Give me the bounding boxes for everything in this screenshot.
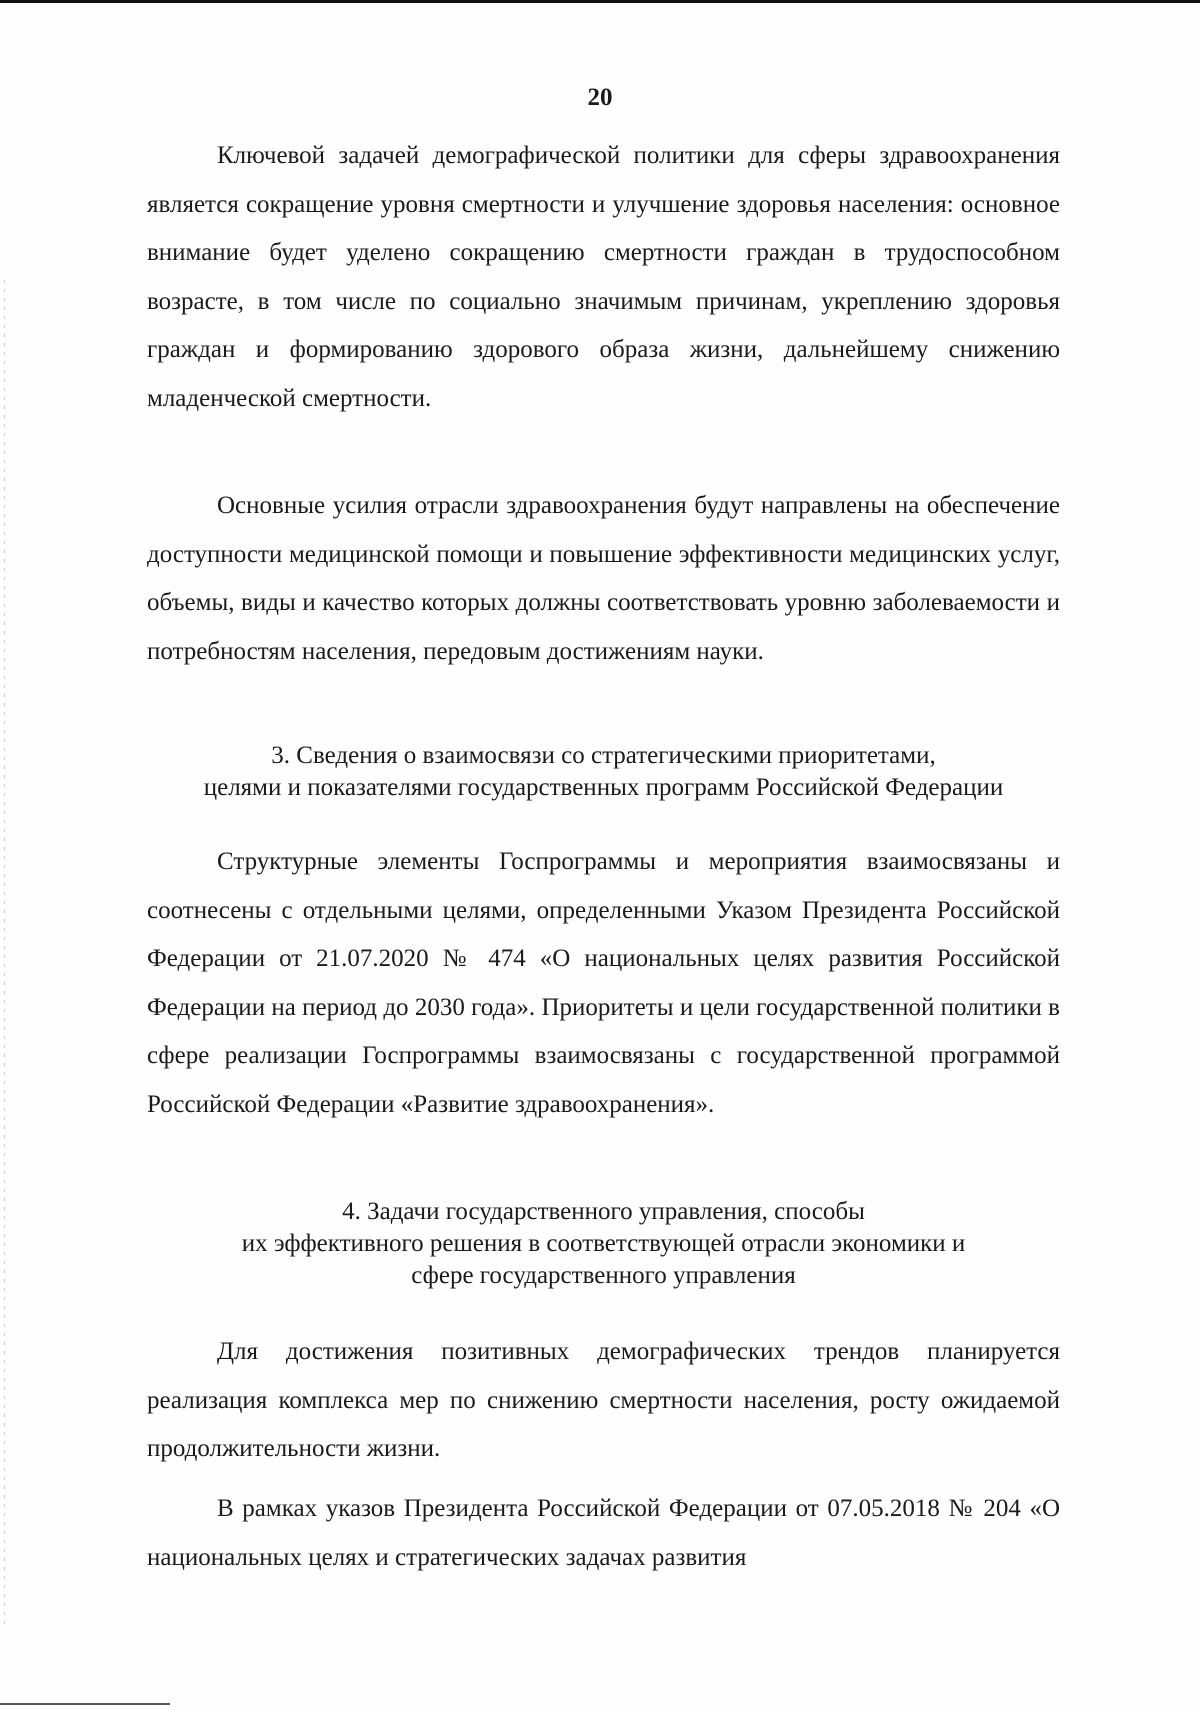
paragraph-healthcare-efforts	[147, 482, 1060, 676]
paragraph-demographic-trends	[147, 1328, 1060, 1474]
heading-line: целями и показателями государственных программ Российской Федерации	[203, 774, 1004, 801]
section-4-heading	[147, 1196, 1060, 1292]
paragraph-presidential-decrees	[147, 1485, 1060, 1582]
page-number: 20	[587, 84, 613, 111]
top-border-line	[0, 0, 1200, 3]
paragraph-demographic-policy	[147, 132, 1060, 423]
paragraph-text: Для достижения позитивных демографических трендов планируется реализация комплекса мер по снижению смертности населения, росту ожидаемой продолжительности жизни.	[147, 1338, 1060, 1462]
paragraph-text: Основные усилия отрасли здравоохранения будут направлены на обеспечение доступности медицинской помощи и повышение эффективности медицинских услуг, объемы, виды и качество которых должны соответствовать уровню заболеваемости и потребностям населения, передовым достижениям науки.	[147, 492, 1060, 665]
heading-line: 4. Задачи государственного управления, способы	[342, 1198, 865, 1225]
section-3-heading	[147, 740, 1060, 804]
paragraph-text: В рамках указов Президента Российской Федерации от 07.05.2018 № 204 «О национальных целях и стратегических задачах развития	[147, 1495, 1060, 1571]
paragraph-structural-elements	[147, 838, 1060, 1129]
paragraph-text: Структурные элементы Госпрограммы и мероприятия взаимосвязаны и соотнесены с отдельными целями, определенными Указом Президента Российской Федерации от 21.07.2020 № 474 «О национальных целях развития Российской Федерации на период до 2030 года». Приоритеты и цели государственной политики в сфере реализации Госпрограммы взаимосвязаны с государственной программой Российской Федерации «Развитие здравоохранения».	[147, 848, 1060, 1118]
heading-line: их эффективного решения в соответствующей отрасли экономики и	[241, 1230, 966, 1257]
scan-left-edge	[4, 280, 5, 1630]
scan-bottom-edge	[0, 1703, 170, 1705]
heading-line: сфере государственного управления	[411, 1262, 796, 1289]
paragraph-text: Ключевой задачей демографической политики для сферы здравоохранения является сокращение уровня смертности и улучшение здоровья населения: основное внимание будет уделено сокращению смертности граждан в трудоспособном возрасте, в том числе по социально значимым причинам, укреплению здоровья граждан и формированию здорового образа жизни, дальнейшему снижению младенческой смертности.	[147, 142, 1060, 412]
heading-line: 3. Сведения о взаимосвязи со стратегическими приоритетами,	[271, 742, 936, 769]
